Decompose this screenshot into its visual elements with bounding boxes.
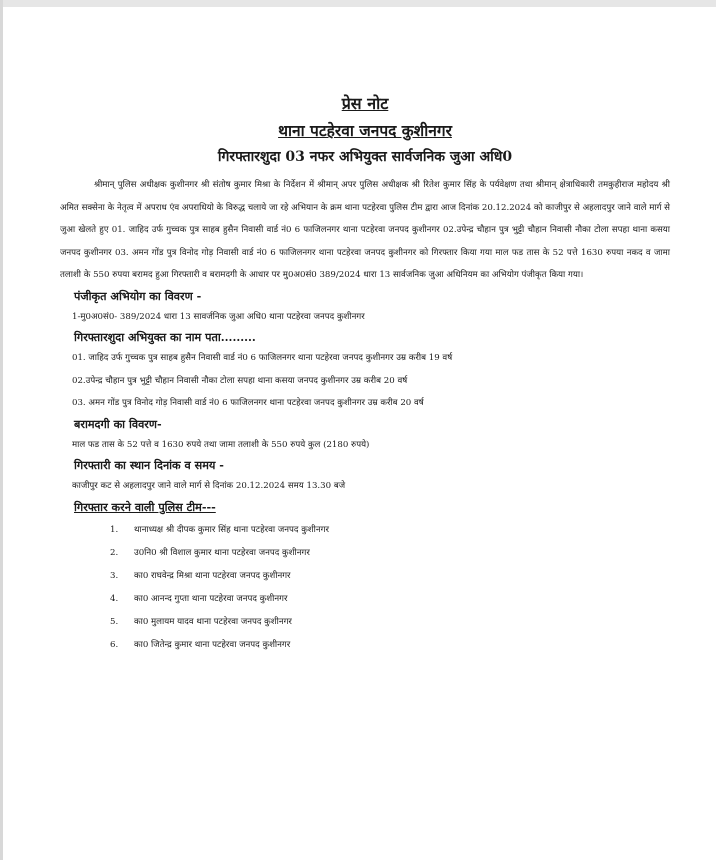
team-member-number: 5. (110, 616, 119, 627)
accused-item: 03. अमन गोंड पुत्र विनोद गोड़ निवासी वार्ड नं0 6 फाजिलनगर थाना पटहेरवा जनपद कुशीनगर उम्र करीब 20 वर्ष (72, 398, 424, 409)
police-team-list (110, 519, 670, 657)
recovery-detail: माल फड तास के 52 पत्ते व 1630 रुपये तथा जामा तलाशी के 550 रुपये कुल (2180 रुपये) (72, 439, 370, 450)
team-member-number: 2. (110, 547, 119, 558)
subject-title: गिरफ्तारशुदा 03 नफर अभियुक्त सार्वजनिक जुआ अधि0 (217, 149, 513, 165)
arrest-place-heading: गिरफ्तारी का स्थान दिनांक व समय - (74, 458, 224, 473)
team-member-number: 1. (110, 524, 119, 535)
team-member-text: का0 जितेन्द्र कुमार थाना पटहेरवा जनपद कुशीनगर (134, 639, 291, 650)
arrest-place-detail: काजीपुर कट से अहलादपुर जाने वाले मार्ग से दिनांक 20.12.2024 समय 13.30 बजे (72, 481, 346, 492)
press-note-document (60, 92, 670, 657)
top-band (0, 0, 716, 7)
team-member (110, 542, 670, 565)
team-member-number: 6. (110, 639, 119, 650)
team-member-text: उ0नि0 श्री विशाल कुमार थाना पटहेरवा जनपद कुशीनगर (134, 547, 310, 558)
accused-heading: गिरफ्तारशुदा अभियुक्त का नाम पता......... (74, 330, 256, 345)
team-member-text: का0 आनन्द गुप्ता थाना पटहेरवा जनपद कुशीनगर (134, 593, 288, 604)
document-title: प्रेस नोट (341, 94, 389, 113)
team-member-number: 4. (110, 593, 119, 604)
intro-paragraph: श्रीमान् पुलिस अधीक्षक कुशीनगर श्री संतोष कुमार मिश्रा के निर्देशन में श्रीमान् अपर पुलिस अधीक्षक श्री रितेश कुमार सिंह के पर्यवेक्षण तथा श्रीमान् क्षेत्राधिकारी तमकुहीराज महोदय श्री अमित सक्सेना के नेतृत्व में अपराध एंव अपराधियो के विरुद्ध चलाये जा रहे अभियान के क्रम थाना पटहेरवा पुलिस टीम द्वारा आज दिनांक 20.12.2024 को काजीपुर से अहलादपुर जाने वाले मार्ग से जुआ खेलते हुए 01. जाहिद उर्फ गुच्चक पुत्र साहब हुसैन निवासी वार्ड नं0 6 फाजिलनगर थाना पटहेरवा जनपद कुशीनगर 02.उपेन्द्र चौहान पुत्र भुट्टी चौहान निवासी नौका टोला सपहा थाना कसया जनपद कुशीनगर 03. अमन गोंड पुत्र विनोद गोड़ निवासी वार्ड नं0 6 फाजिलनगर थाना पटहेरवा जनपद कुशीनगर को गिरफ्तार किया गया माल फड तास के 52 पत्ते 1630 रुपया नकद व जामा तलाशी के 550 रुपया बरामद हुआ गिरफ्तारी व बरामदगी के आधार पर मु0अ0सं0 389/2024 धारा 13 सार्वजनिक जुआ अधिनियम का अभियोग पंजीकृत किया गया। (60, 180, 670, 281)
page-edge-shadow (0, 0, 3, 860)
case-heading: पंजीकृत अभियोग का विवरण - (74, 288, 202, 303)
team-member (110, 634, 670, 657)
team-member (110, 565, 670, 588)
team-member-number: 3. (110, 570, 119, 581)
team-member-text: का0 राघवेन्द्र मिश्रा थाना पटहेरवा जनपद कुशीनगर (134, 570, 291, 581)
accused-item: 02.उपेन्द्र चौहान पुत्र भुट्टी चौहान निवासी नौका टोला सपहा थाना कसया जनपद कुशीनगर उम्र करीब 20 वर्ष (72, 375, 408, 386)
accused-item: 01. जाहिद उर्फ गुच्चक पुत्र साहब हुसैन निवासी वार्ड नं0 6 फाजिलनगर थाना पटहेरवा जनपद कुशीनगर उम्र करीब 19 वर्ष (72, 353, 453, 364)
team-member (110, 611, 670, 634)
team-member (110, 519, 670, 542)
case-detail: 1-मु0अ0सं0- 389/2024 धारा 13 सावर्जनिक जुआ अधि0 थाना पटहेरवा जनपद कुशीनगर (72, 311, 365, 322)
recovery-heading: बरामदगी का विवरण- (74, 416, 162, 431)
police-team-heading: गिरफ्तार करने वाली पुलिस टीम--- (74, 499, 216, 514)
police-station-title: थाना पटहेरवा जनपद कुशीनगर (278, 121, 452, 140)
team-member-text: का0 मुलायम यादव थाना पटहेरवा जनपद कुशीनगर (134, 616, 292, 627)
team-member-text: थानाध्यक्ष श्री दीपक कुमार सिंह थाना पटहेरवा जनपद कुशीनगर (134, 524, 329, 535)
team-member (110, 588, 670, 611)
